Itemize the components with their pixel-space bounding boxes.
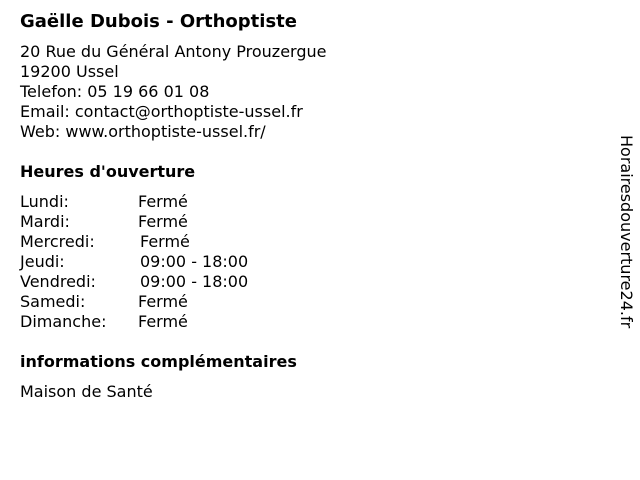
hours-time: 09:00 - 18:00 <box>140 272 249 291</box>
hours-time: Fermé <box>138 312 188 331</box>
hours-time: Fermé <box>140 232 190 251</box>
hours-day: Dimanche: <box>20 312 107 331</box>
hours-time: Fermé <box>138 292 188 311</box>
additional-info-text: Maison de Santé <box>20 382 153 401</box>
hours-row-wednesday <box>20 232 580 252</box>
hours-row-thursday <box>20 252 580 272</box>
hours-day: Samedi: <box>20 292 86 311</box>
address-line-1: 20 Rue du Général Antony Prouzergue <box>20 42 327 61</box>
hours-row-sunday <box>20 312 580 332</box>
business-name: Gaëlle Dubois - Orthoptiste <box>20 11 297 32</box>
hours-day: Vendredi: <box>20 272 96 291</box>
additional-info-heading: informations complémentaires <box>20 352 297 371</box>
hours-day: Jeudi: <box>20 252 65 271</box>
business-card <box>20 10 580 402</box>
hours-day: Mercredi: <box>20 232 95 251</box>
hours-row-tuesday <box>20 212 580 232</box>
hours-row-monday <box>20 192 580 212</box>
email-line: Email: contact@orthoptiste-ussel.fr <box>20 102 303 121</box>
web-line: Web: www.orthoptiste-ussel.fr/ <box>20 122 266 141</box>
address-line-2: 19200 Ussel <box>20 62 119 81</box>
hours-row-friday <box>20 272 580 292</box>
hours-time: 09:00 - 18:00 <box>140 252 249 271</box>
hours-row-saturday <box>20 292 580 312</box>
hours-day: Lundi: <box>20 192 69 211</box>
site-watermark: Horairesdouverture24.fr <box>617 135 636 329</box>
hours-time: Fermé <box>138 212 188 231</box>
phone-line: Telefon: 05 19 66 01 08 <box>20 82 210 101</box>
opening-hours-heading: Heures d'ouverture <box>20 162 196 181</box>
hours-day: Mardi: <box>20 212 70 231</box>
hours-time: Fermé <box>138 192 188 211</box>
